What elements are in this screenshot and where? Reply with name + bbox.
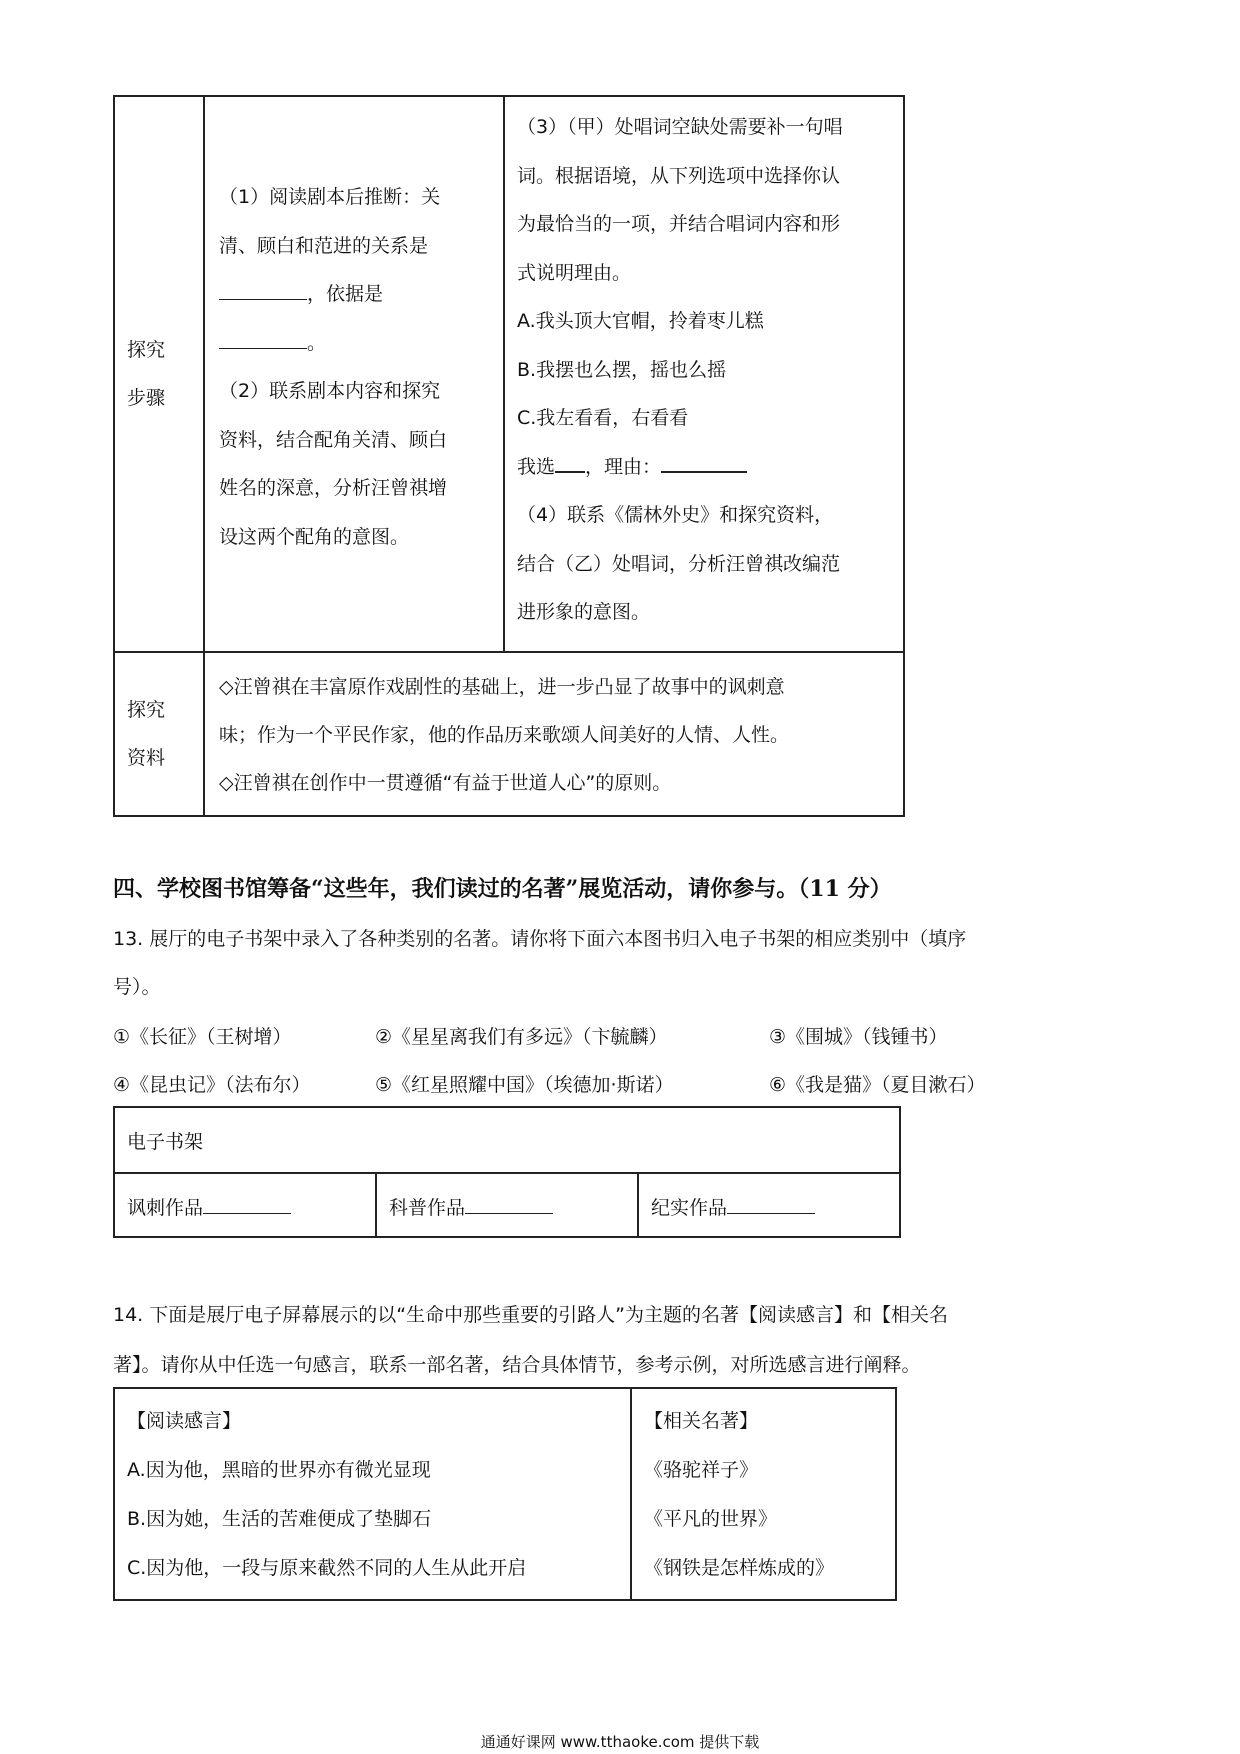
work-item: 《骆驼祥子》 — [644, 1459, 759, 1481]
category-cell — [376, 1173, 638, 1237]
steps-label: 探究 — [127, 339, 166, 361]
material-line: ◇汪曾祺在创作中一贯遵循“有益于世道人心”的原则。 — [219, 772, 672, 794]
category-blank — [727, 1191, 815, 1214]
option-b: B.我摆也么摆，摇也么摇 — [517, 358, 727, 381]
step-line: 资料，结合配角关清、顾白 — [219, 428, 448, 451]
step-line: 结合（乙）处唱词，分析汪曾祺改编范 — [517, 552, 841, 575]
step-line: 词。根据语境，从下列选项中选择你认 — [517, 164, 841, 187]
question-14-text: 14. 下面是展厅电子屏幕展示的以“生命中那些重要的引路人”为主题的名著【阅读感言】和【相关名 — [113, 1304, 948, 1326]
work-item: 《钢铁是怎样炼成的》 — [644, 1557, 835, 1579]
step-line: ，依据是 — [219, 270, 503, 319]
steps-label-cell — [114, 96, 204, 652]
step-line: 。 — [219, 319, 503, 368]
material-line: 味；作为一个平民作家，他的作品历来歌颂人间美好的人情、人性。 — [219, 724, 790, 746]
material-label: 资料 — [127, 747, 166, 769]
book-item: ①《长征》（王树增） — [113, 1026, 292, 1048]
answer-blank — [219, 326, 307, 349]
category-label: 纪实作品 — [651, 1196, 728, 1219]
book-item: ②《星星离我们有多远》（卞毓麟） — [375, 1026, 668, 1048]
category-blank — [203, 1191, 291, 1214]
page-footer: 通通好课网 www.tthaoke.com 提供下载 — [480, 1733, 760, 1751]
step-line: （4）联系《儒林外史》和探究资料， — [517, 504, 834, 526]
step-line: 清、顾白和范进的关系是 — [219, 234, 429, 257]
question-13-text: 号）。 — [113, 976, 161, 998]
step-line: 姓名的深意，分析汪曾祺增 — [219, 477, 448, 499]
material-label-cell — [114, 652, 204, 816]
option-c: C.我左看看，右看看 — [517, 407, 689, 429]
category-cell — [638, 1173, 900, 1237]
works-cell — [631, 1388, 896, 1600]
step-line: 设这两个配角的意图。 — [219, 525, 410, 548]
section-heading: 四、学校图书馆筹备“这些年，我们读过的名著”展览活动，请你参与。（11 分） — [113, 876, 892, 902]
step-line: （3）（甲）处唱词空缺处需要补一句唱 — [517, 116, 843, 138]
book-item: ⑥《我是猫》（夏目漱石） — [769, 1074, 986, 1096]
choice-line: 我选 ，理由： — [517, 443, 903, 492]
material-cell — [204, 652, 904, 816]
category-blank — [465, 1191, 553, 1214]
bookshelf-table — [113, 1106, 901, 1238]
quote-item: C.因为他，一段与原来截然不同的人生从此开启 — [127, 1557, 527, 1579]
category-label: 科普作品 — [389, 1196, 466, 1219]
work-item: 《平凡的世界》 — [644, 1508, 778, 1530]
step-line: 进形象的意图。 — [517, 601, 651, 623]
quote-item: A.因为他，黑暗的世界亦有微光显现 — [127, 1459, 431, 1481]
step-line: （2）联系剧本内容和探究 — [219, 380, 441, 402]
question-13-text: 13. 展厅的电子书架中录入了各种类别的名著。请你将下面六本图书归入电子书架的相应类别中（填序 — [113, 928, 967, 950]
step-line: （1）阅读剧本后推断：关 — [219, 186, 441, 208]
question-14-text: 著】。请你从中任选一句感言，联系一部名著，结合具体情节，参考示例，对所选感言进行阐释。 — [113, 1354, 921, 1376]
quotes-header: 【阅读感言】 — [127, 1410, 242, 1432]
category-cell — [114, 1173, 376, 1237]
steps-right-cell — [504, 96, 904, 652]
works-header: 【相关名著】 — [644, 1410, 759, 1432]
option-a: A.我头顶大官帽，拎着枣儿糕 — [517, 310, 764, 332]
material-label: 探究 — [127, 699, 166, 721]
book-item: ③《围城》（钱锺书） — [769, 1026, 948, 1048]
book-item: ④《昆虫记》（法布尔） — [113, 1074, 311, 1096]
quotes-table — [113, 1387, 897, 1601]
shelf-title: 电子书架 — [127, 1130, 204, 1153]
choice-blank — [555, 449, 585, 473]
explore-table — [113, 95, 905, 817]
quotes-cell — [114, 1388, 631, 1600]
category-label: 讽刺作品 — [127, 1196, 204, 1219]
steps-middle-cell — [204, 96, 504, 652]
step-line: 为最恰当的一项，并结合唱词内容和形 — [517, 213, 841, 235]
material-line: ◇汪曾祺在丰富原作戏剧性的基础上，进一步凸显了故事中的讽刺意 — [219, 676, 785, 698]
quote-item: B.因为她，生活的苦难便成了垫脚石 — [127, 1508, 432, 1530]
reason-blank — [661, 449, 747, 473]
step-line: 式说明理由。 — [517, 261, 632, 284]
answer-blank — [219, 277, 307, 300]
steps-label: 步骤 — [127, 387, 166, 409]
shelf-title-cell — [114, 1107, 900, 1173]
book-item: ⑤《红星照耀中国》（埃德加·斯诺） — [375, 1074, 674, 1096]
